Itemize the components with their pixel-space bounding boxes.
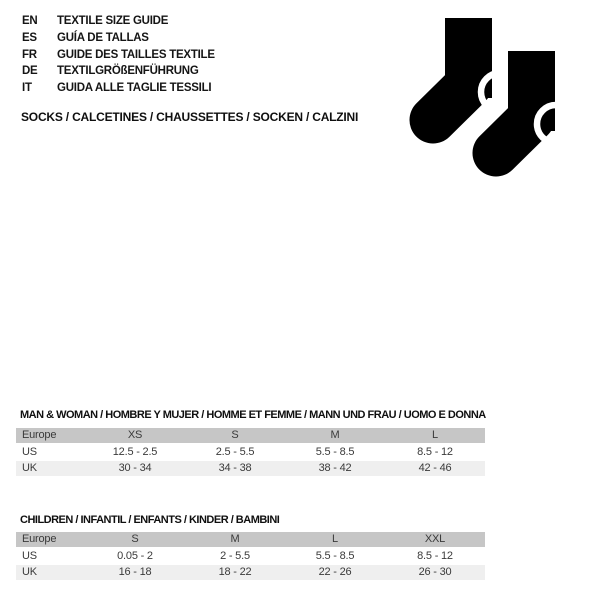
language-row-en [22,13,215,30]
cell-region: UK [22,566,37,578]
table-row-us [16,445,485,460]
cell-value: 26 - 30 [418,566,452,578]
table-title-children: CHILDREN / INFANTIL / ENFANTS / KINDER / BAMBINI [20,514,280,526]
language-code: FR [22,48,37,61]
language-label: GUIDA ALLE TAGLIE TESSILI [57,82,212,95]
cell-value: 38 - 42 [318,462,352,474]
header-cell-size: M [230,533,240,545]
language-code: IT [22,82,32,95]
header-cell-size: L [332,533,338,545]
category-title: SOCKS / CALCETINES / CHAUSSETTES / SOCKEN / CALZINI [21,110,359,124]
header-cell-size: S [231,429,239,441]
header-cell-size: XXL [424,533,446,545]
cell-region: UK [22,462,37,474]
table-row-uk [16,565,485,580]
language-row-it [22,80,215,97]
cell-region: US [22,445,37,458]
language-row-es [22,30,215,47]
cell-value: 8.5 - 12 [417,445,453,458]
cell-value: 42 - 46 [418,462,452,474]
header-cell-size: L [432,429,438,441]
socks-icon [400,0,600,200]
cell-region: US [22,549,37,562]
language-label: TEXTILGRÖßENFÜHRUNG [57,65,199,78]
header-cell-region: Europe [22,533,57,545]
cell-value: 22 - 26 [318,566,352,578]
cell-value: 0.05 - 2 [117,549,153,562]
cell-value: 2 - 5.5 [220,549,250,562]
cell-value: 30 - 34 [118,462,152,474]
language-label: TEXTILE SIZE GUIDE [57,15,169,27]
cell-value: 34 - 38 [218,462,252,474]
table-row-uk [16,461,485,476]
size-table-children [16,532,485,582]
header-cell-size: S [131,533,139,545]
table-row-us [16,549,485,564]
language-row-fr [22,47,215,64]
cell-value: 5.5 - 8.5 [315,549,355,562]
language-list [22,13,215,97]
header-cell-size: XS [127,429,143,441]
header-cell-region: Europe [22,429,57,441]
cell-value: 8.5 - 12 [417,549,453,562]
language-row-de [22,63,215,80]
language-code: EN [22,15,38,27]
cell-value: 18 - 22 [218,566,252,578]
language-label: GUIDE DES TAILLES TEXTILE [57,48,215,61]
language-code: ES [22,31,37,44]
size-table-man-woman [16,428,485,478]
table-header-row [16,428,485,443]
cell-value: 5.5 - 8.5 [315,445,355,458]
language-code: DE [22,65,38,78]
header-cell-size: M [330,429,340,441]
table-header-row [16,532,485,547]
language-label: GUÍA DE TALLAS [57,31,149,44]
cell-value: 2.5 - 5.5 [215,445,255,458]
socks-icon-svg [400,0,600,200]
table-title-man-woman: MAN & WOMAN / HOMBRE Y MUJER / HOMME ET FEMME / MANN UND FRAU / UOMO E DONNA [20,409,486,421]
cell-value: 12.5 - 2.5 [112,445,158,458]
cell-value: 16 - 18 [118,566,152,578]
